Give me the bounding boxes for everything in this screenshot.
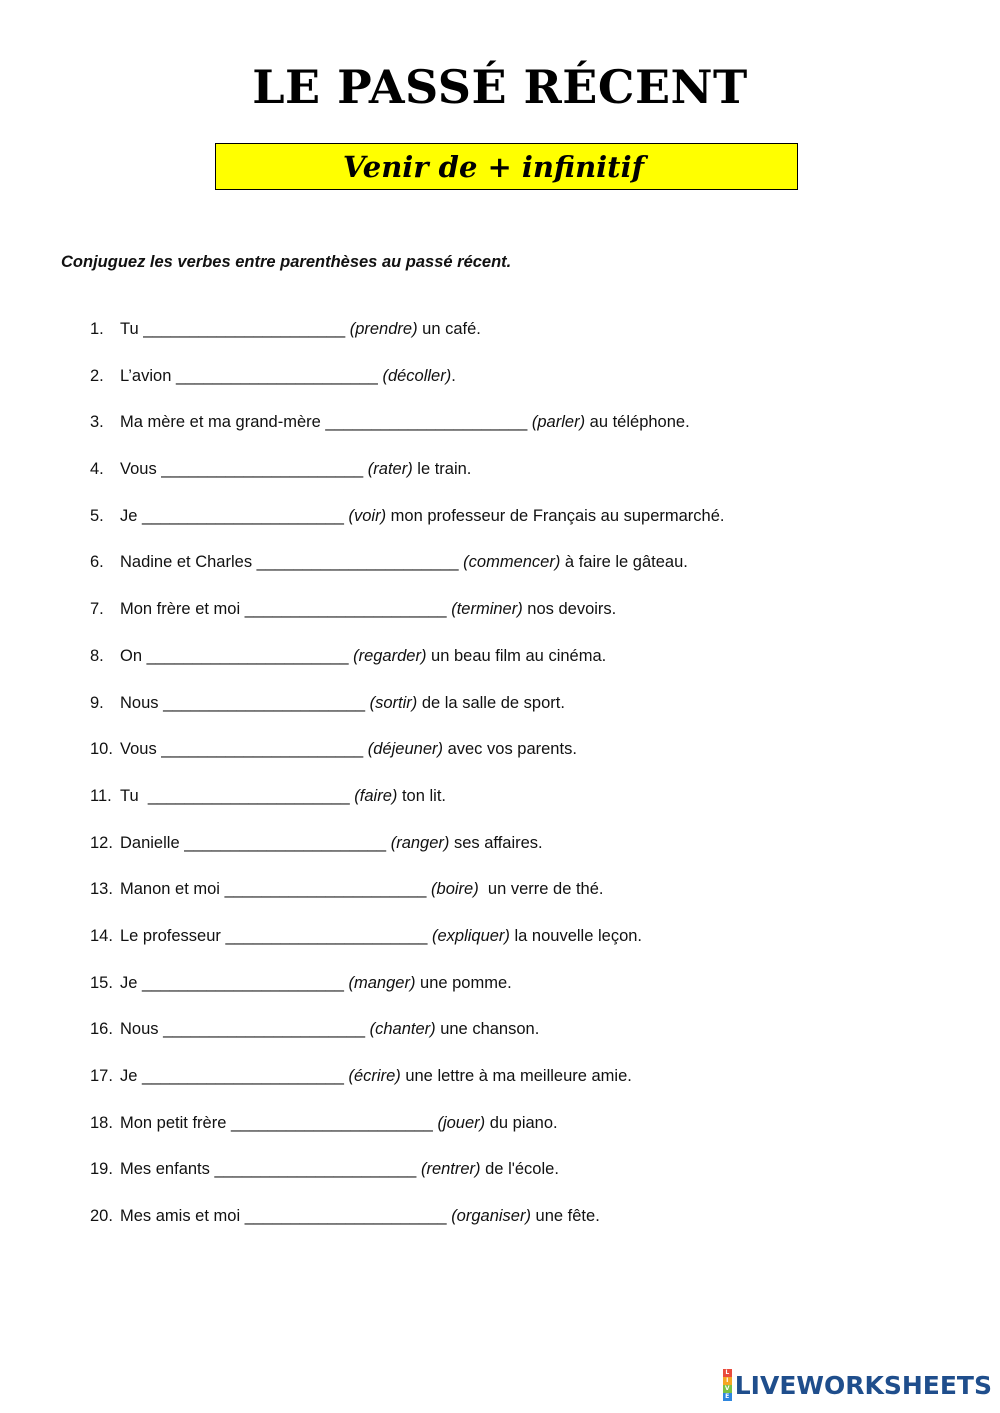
exercise-rest: du piano. [485, 1113, 558, 1132]
exercise-item [90, 925, 725, 972]
exercise-rest: de la salle de sport. [417, 693, 565, 712]
exercise-subject: Tu [120, 786, 148, 805]
exercise-item [90, 832, 725, 879]
liveworksheets-logo [723, 1369, 992, 1401]
exercise-subject: Nous [120, 1020, 164, 1039]
exercise-rest: ses affaires. [449, 833, 543, 852]
exercise-item [90, 645, 725, 692]
exercise-rest: de l'école. [480, 1160, 559, 1179]
answer-blank[interactable]: ______________________ [142, 506, 344, 525]
exercise-subject: Mes enfants [120, 1160, 215, 1179]
verb-infinitive: (organiser) [451, 1207, 531, 1226]
exercise-number: 5. [90, 506, 104, 525]
answer-blank[interactable]: ______________________ [142, 973, 344, 992]
exercise-item [90, 458, 725, 505]
exercise-subject: Manon et moi [120, 880, 225, 899]
exercise-number: 12. [90, 833, 113, 852]
exercise-rest: un café. [417, 320, 481, 338]
exercise-number: 11. [90, 786, 112, 805]
exercise-subject: Je [120, 506, 143, 525]
exercise-number: 2. [90, 366, 104, 385]
answer-blank[interactable]: ______________________ [161, 740, 364, 759]
exercise-item [90, 505, 725, 552]
verb-infinitive: (écrire) [348, 1067, 401, 1085]
exercise-rest: au téléphone. [585, 413, 690, 432]
exercise-item [90, 692, 725, 739]
exercise-number: 13. [90, 880, 113, 899]
answer-blank[interactable]: ______________________ [147, 786, 350, 805]
verb-infinitive: (chanter) [369, 1020, 436, 1039]
subtitle: Venir de + infinitif [342, 149, 645, 184]
answer-blank[interactable]: ______________________ [244, 1207, 447, 1226]
exercise-subject: Vous [120, 740, 162, 759]
exercise-subject: Danielle [120, 833, 185, 852]
exercise-number: 17. [90, 1067, 113, 1085]
exercise-rest: un verre de thé. [478, 880, 604, 899]
exercise-number: 16. [90, 1020, 113, 1039]
answer-blank[interactable]: ______________________ [142, 1067, 344, 1085]
verb-infinitive: (jouer) [437, 1113, 486, 1132]
verb-infinitive: (sortir) [369, 693, 418, 712]
logo-mark-block: I [723, 1377, 732, 1385]
exercise-number: 10. [90, 740, 113, 759]
exercise-rest: nos devoirs. [522, 600, 617, 619]
answer-blank[interactable]: ______________________ [214, 1160, 417, 1179]
exercise-item [90, 1158, 725, 1205]
exercise-item [90, 411, 725, 458]
verb-infinitive: (terminer) [451, 600, 523, 619]
exercise-number: 14. [90, 926, 113, 945]
exercise-subject: Mes amis et moi [120, 1207, 245, 1226]
verb-infinitive: (prendre) [349, 320, 418, 338]
verb-infinitive: (décoller) [382, 366, 452, 385]
exercise-subject: Le professeur [120, 926, 226, 945]
exercise-rest: une pomme. [415, 973, 512, 992]
verb-infinitive: (rentrer) [420, 1160, 481, 1179]
exercise-item [90, 878, 725, 925]
instruction: Conjuguez les verbes entre parenthèses au passé récent. [61, 253, 512, 271]
exercise-subject: Je [120, 973, 143, 992]
subtitle-box [215, 143, 798, 190]
exercise-rest: avec vos parents. [443, 740, 577, 759]
page-title: LE PASSÉ RÉCENT [252, 60, 748, 114]
exercise-subject: L’avion [120, 366, 176, 385]
exercise-rest: une lettre à ma meilleure amie. [400, 1067, 632, 1085]
verb-infinitive: (ranger) [390, 833, 450, 852]
verb-infinitive: (expliquer) [431, 926, 510, 945]
logo-mark-block: L [723, 1369, 732, 1377]
exercise-item [90, 972, 725, 1019]
answer-blank[interactable]: ______________________ [175, 366, 378, 385]
exercise-item [90, 1065, 725, 1112]
exercise-item [90, 738, 725, 785]
verb-infinitive: (rater) [367, 460, 413, 479]
exercise-rest: . [451, 366, 456, 385]
logo-mark-block: E [723, 1393, 732, 1401]
exercise-rest: un beau film au cinéma. [426, 646, 607, 665]
exercise-subject: Nadine et Charles [120, 553, 257, 572]
exercise-item [90, 551, 725, 598]
exercise-number: 15. [90, 973, 113, 992]
exercise-rest: ton lit. [397, 786, 446, 805]
exercise-subject: Mon petit frère [120, 1113, 231, 1132]
answer-blank[interactable]: ______________________ [325, 413, 528, 432]
exercise-number: 4. [90, 460, 104, 479]
verb-infinitive: (regarder) [353, 646, 427, 665]
exercise-subject: Mon frère et moi [120, 600, 245, 619]
logo-mark-icon [723, 1369, 732, 1401]
answer-blank[interactable]: ______________________ [230, 1113, 433, 1132]
exercise-number: 6. [90, 553, 104, 572]
answer-blank[interactable]: ______________________ [224, 880, 427, 899]
exercise-rest: la nouvelle leçon. [509, 926, 643, 945]
verb-infinitive: (voir) [348, 506, 387, 525]
verb-infinitive: (parler) [531, 413, 586, 432]
logo-mark-block: V [723, 1385, 732, 1393]
exercise-subject: Tu [120, 320, 144, 338]
exercise-list [90, 318, 725, 1252]
answer-blank[interactable]: ______________________ [163, 1020, 365, 1039]
exercise-number: 8. [90, 646, 104, 665]
logo-text: LIVEWORKSHEETS [734, 1370, 992, 1400]
answer-blank[interactable]: ______________________ [146, 646, 349, 665]
exercise-number: 18. [90, 1113, 113, 1132]
exercise-item [90, 1018, 725, 1065]
verb-infinitive: (boire) [431, 880, 479, 899]
exercise-item [90, 785, 725, 832]
exercise-subject: Je [120, 1067, 143, 1085]
exercise-rest: une fête. [530, 1207, 600, 1226]
answer-blank[interactable]: ______________________ [256, 553, 459, 572]
exercise-rest: mon professeur de Français au supermarché. [386, 506, 725, 525]
answer-blank[interactable]: ______________________ [161, 460, 364, 479]
verb-infinitive: (commencer) [463, 553, 561, 572]
exercise-item [90, 598, 725, 645]
answer-blank[interactable]: ______________________ [163, 693, 365, 712]
exercise-number: 20. [90, 1207, 113, 1226]
exercise-number: 1. [90, 320, 104, 338]
answer-blank[interactable]: ______________________ [184, 833, 387, 852]
exercise-rest: à faire le gâteau. [560, 553, 688, 572]
exercise-item [90, 1205, 725, 1252]
exercise-subject: Ma mère et ma grand-mère [120, 413, 326, 432]
answer-blank[interactable]: ______________________ [143, 320, 346, 338]
exercise-number: 7. [90, 600, 104, 619]
answer-blank[interactable]: ______________________ [225, 926, 428, 945]
exercise-rest: le train. [412, 460, 472, 479]
exercise-number: 9. [90, 693, 104, 712]
exercise-item [90, 365, 725, 412]
exercise-number: 19. [90, 1160, 113, 1179]
exercise-rest: une chanson. [435, 1020, 540, 1039]
verb-infinitive: (déjeuner) [367, 740, 443, 759]
exercise-item [90, 1112, 725, 1159]
exercise-number: 3. [90, 413, 104, 432]
exercise-subject: On [120, 646, 147, 665]
exercise-subject: Nous [120, 693, 164, 712]
exercise-item [90, 318, 725, 365]
exercise-subject: Vous [120, 460, 162, 479]
answer-blank[interactable]: ______________________ [244, 600, 447, 619]
verb-infinitive: (manger) [348, 973, 416, 992]
verb-infinitive: (faire) [354, 786, 398, 805]
